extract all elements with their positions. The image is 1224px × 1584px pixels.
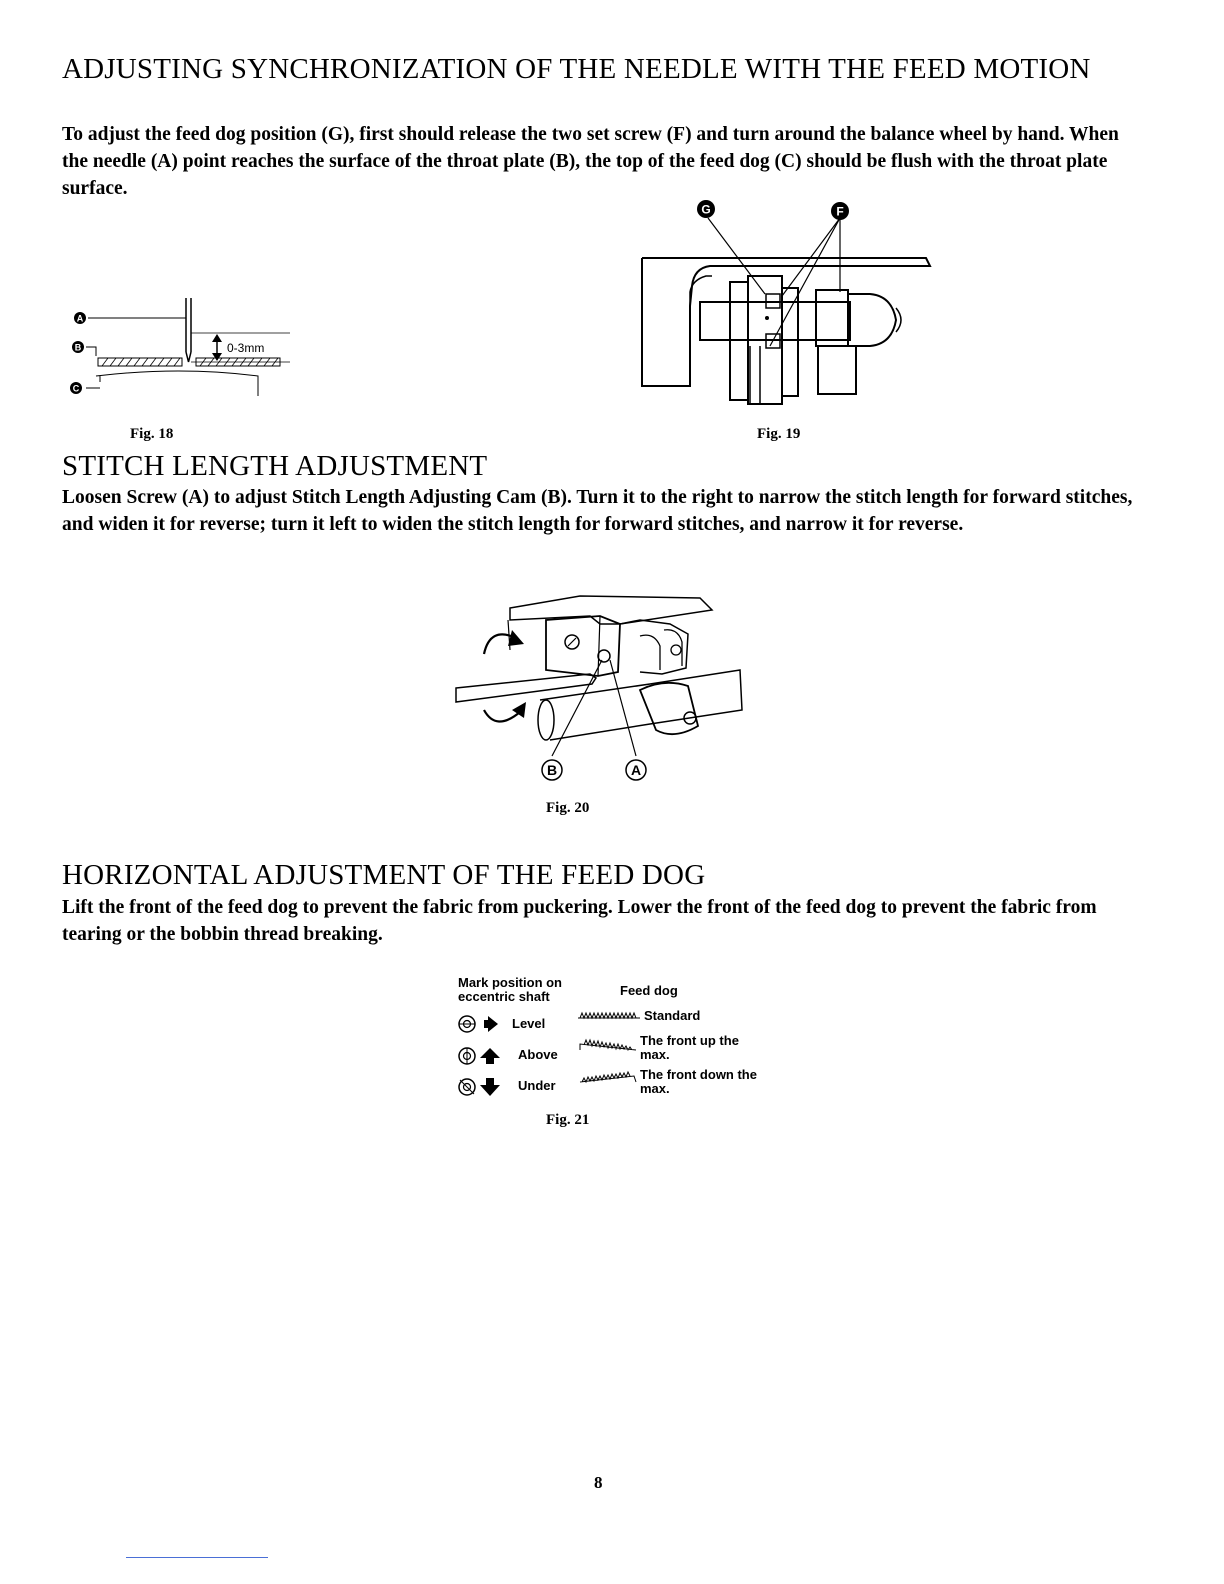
fig18-label-a: A	[76, 313, 84, 324]
figure-20-diagram	[450, 580, 750, 790]
fig21-above-symbol-icon	[456, 1044, 522, 1068]
page-number: 8	[594, 1473, 603, 1492]
section-title-horizontal-adjustment: HORIZONTAL ADJUSTMENT OF THE FEED DOG	[62, 859, 706, 891]
fig18-label-c: C	[72, 383, 80, 394]
fig21-column-mark-header: Mark position on eccentric shaft	[458, 975, 562, 1004]
figure-20	[450, 580, 750, 790]
figure-18	[60, 290, 300, 405]
fig18-label-b: B	[74, 342, 82, 353]
fig19-label-g: G	[701, 202, 711, 217]
figure-18-diagram	[60, 290, 300, 405]
fig21-row-under-feed: The front down the max.	[640, 1067, 757, 1096]
fig20-label-b: B	[546, 762, 558, 778]
fig18-dimension: 0-3mm	[227, 341, 265, 355]
figure-18-caption: Fig. 18	[130, 426, 174, 442]
figure-19-caption: Fig. 19	[757, 426, 801, 442]
figure-21	[452, 974, 762, 1104]
fig21-level-symbol-icon	[456, 1012, 516, 1036]
fig21-under-symbol-icon	[456, 1074, 522, 1100]
fig21-row-under-mark: Under	[518, 1078, 556, 1093]
figure-19	[630, 196, 950, 406]
fig21-row-above-mark: Above	[518, 1047, 558, 1062]
fig21-front-up-feed-icon	[576, 1036, 642, 1054]
fig20-label-a: A	[630, 762, 642, 778]
bottom-rule	[126, 1557, 268, 1558]
fig21-front-down-feed-icon	[576, 1068, 642, 1086]
section-title-synchronization: ADJUSTING SYNCHRONIZATION OF THE NEEDLE WITH THE FEED MOTION	[62, 53, 1091, 85]
fig19-label-f: F	[836, 204, 844, 219]
figure-19-diagram	[630, 196, 950, 406]
fig21-row-above-feed: The front up the max.	[640, 1033, 739, 1062]
section-body-horizontal-adjustment: Lift the front of the feed dog to prevent the fabric from puckering. Lower the front of the feed dog to prevent the fabric from tearing or the bobbin thread breaking.	[62, 897, 1097, 945]
section-body-synchronization: To adjust the feed dog position (G), first should release the two set screw (F) and turn around the balance wheel by hand. When the needle (A) point reaches the surface of the throat plate (B), the top of the feed dog (C) should be flush with the throat plate surface.	[62, 124, 1119, 199]
fig21-row-level-feed: Standard	[644, 1008, 701, 1023]
fig21-column-feed-header: Feed dog	[620, 983, 678, 998]
figure-21-caption: Fig. 21	[546, 1112, 590, 1128]
figure-20-caption: Fig. 20	[546, 800, 590, 816]
section-title-stitch-length: STITCH LENGTH ADJUSTMENT	[62, 450, 488, 482]
fig21-row-level-mark: Level	[512, 1016, 546, 1031]
section-body-stitch-length: Loosen Screw (A) to adjust Stitch Length Adjusting Cam (B). Turn it to the right to narrow the stitch length for forward stitches, and widen it for reverse; turn it left to widen the stitch length for forward stitches, and narrow it for reverse.	[62, 487, 1133, 535]
fig21-standard-feed-icon	[576, 1008, 642, 1022]
